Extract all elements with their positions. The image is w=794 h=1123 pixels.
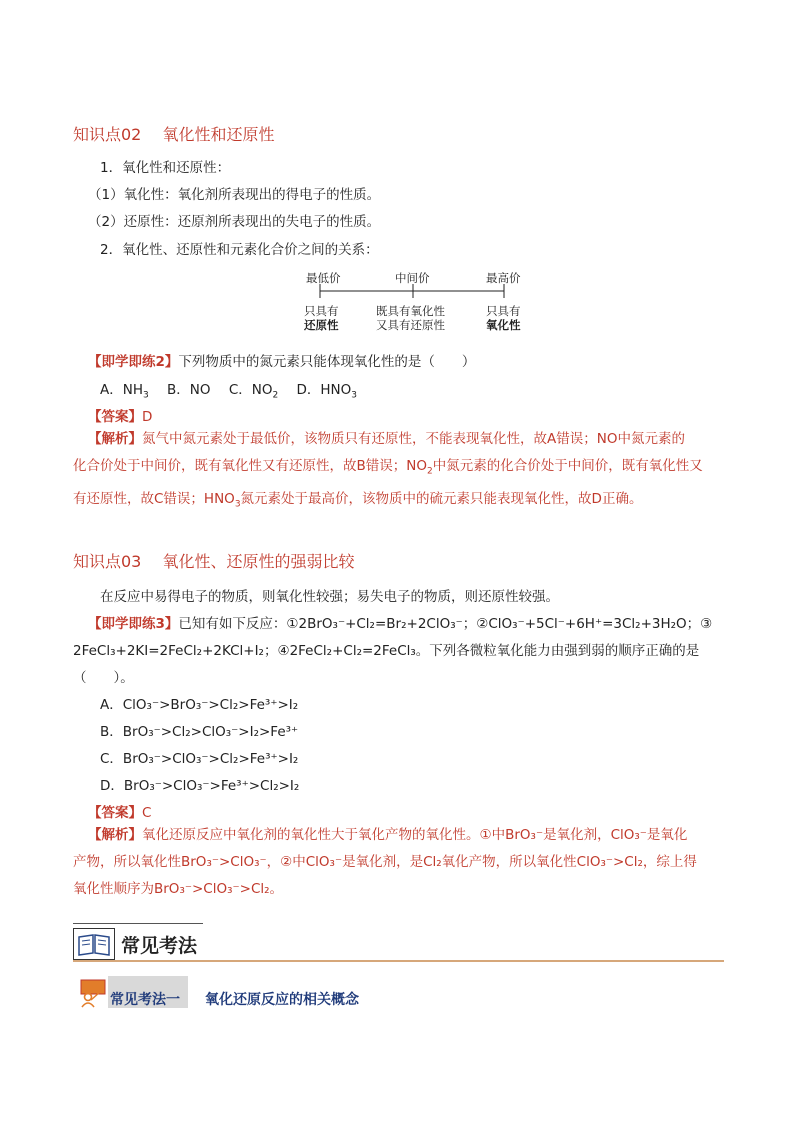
practice-2-question [88, 350, 475, 370]
practice-2-text: 下列物质中的氮元素只能体现氧化性的是（ ） [178, 354, 476, 370]
banner-top-rule [73, 923, 203, 924]
oxidizing-definition: （1）氧化性：氧化剂所表现出的得电子的性质。 [88, 187, 381, 203]
method-1-label: 常见考法一 [110, 992, 180, 1008]
section-03-number: 知识点03 [73, 552, 142, 571]
section-03-heading [73, 549, 354, 572]
option-b: B．NO [167, 382, 211, 398]
left-line1: 只具有 [304, 304, 339, 318]
practice-3-analysis: 【解析】氧化还原反应中氧化剂的氧化性大于氧化产物的氧化性。①中BrO₃⁻是氧化剂，ClO₃⁻是氧化 产物，所以氧化性BrO₃⁻>ClO₃⁻，②中ClO₃⁻是氧化剂，是Cl₂氧化产物，所以氧化性ClO₃⁻>Cl₂，综上得 氧化性顺序为BrO₃⁻>ClO₃⁻>Cl₂。 [73, 827, 697, 897]
middle-valence-label: 中间价 [395, 271, 430, 285]
option-c: C．$NO_2$ [228, 382, 279, 401]
point-1-line: 1．氧化性和还原性： [100, 160, 231, 176]
practice-3-line3: （ ）。 [73, 670, 134, 686]
practice-2-tag: 【即学即练2】 [88, 354, 179, 370]
lowest-valence-label: 最低价 [306, 271, 341, 285]
point-2-line: 2．氧化性、还原性和元素化合价之间的关系： [100, 242, 379, 258]
section-02-heading [73, 122, 274, 145]
common-methods-title: 常见考法 [121, 935, 198, 957]
practice-3-option-a: A．ClO₃⁻>BrO₃⁻>Cl₂>Fe³⁺>I₂ [100, 697, 299, 713]
banner-underline [73, 960, 724, 962]
method-1-title: 氧化还原反应的相关概念 [205, 992, 359, 1008]
reducing-definition: （2）还原性：还原剂所表现出的失电子的性质。 [88, 214, 381, 230]
answer-tag: 【答案】 [88, 409, 142, 425]
practice-3-option-c: C．BrO₃⁻>ClO₃⁻>Cl₂>Fe³⁺>I₂ [100, 751, 299, 767]
practice-3-line2: 2FeCl₃+2KI=2FeCl₂+2KCl+I₂；④2FeCl₂+Cl₂=2FeCl₃。下列各微粒氧化能力由强到弱的顺序正确的是 [73, 643, 700, 659]
practice-3-line1: 【即学即练3】已知有如下反应：①2BrO₃⁻+Cl₂=Br₂+2ClO₃⁻；②ClO₃⁻+5Cl⁻+6H⁺=3Cl₂+3H₂O；③ [88, 616, 713, 632]
right-line2: 氧化性 [486, 318, 521, 332]
center-line1: 既具有氧化性 [376, 304, 445, 318]
option-d: D．$HNO_3$ [296, 382, 358, 401]
practice-3-option-d: D．BrO₃⁻>ClO₃⁻>Fe³⁺>Cl₂>I₂ [100, 778, 300, 794]
valence-diagram [300, 266, 530, 336]
left-line2: 还原性 [304, 318, 339, 332]
practice-3-option-b: B．BrO₃⁻>Cl₂>ClO₃⁻>I₂>Fe³⁺ [100, 724, 299, 740]
center-line2: 又具有还原性 [376, 318, 445, 332]
option-a: A．$NH_3$ [100, 382, 149, 401]
practice-2-answer [88, 405, 152, 425]
section-03-title: 氧化性、还原性的强弱比较 [162, 552, 355, 571]
answer-value: D [142, 409, 153, 425]
section-02-title: 氧化性和还原性 [162, 125, 275, 144]
section-03-intro: 在反应中易得电子的物质，则氧化性较强；易失电子的物质，则还原性较强。 [100, 589, 559, 605]
right-line1: 只具有 [486, 304, 521, 318]
practice-3-answer: 【答案】C [88, 805, 152, 821]
practice-2-analysis: 【解析】氮气中氮元素处于最低价，该物质只有还原性，不能表现氧化性，故A错误；NO中氮元素的 化合价处于中间价，既有氧化性又有还原性，故B错误；$NO_2$中氮元素的化合价处于中间价，既有氧化性又 有还原性，故C错误；$HNO_3$氮元素处于最高价，该物质中的硫元素只能表现氧化性，故D正确。 [73, 431, 703, 510]
book-icon [73, 928, 115, 960]
practice-2-options [100, 378, 357, 401]
highest-valence-label: 最高价 [486, 271, 521, 285]
section-02-number: 知识点02 [73, 125, 142, 144]
teacher-icon [78, 978, 108, 1008]
